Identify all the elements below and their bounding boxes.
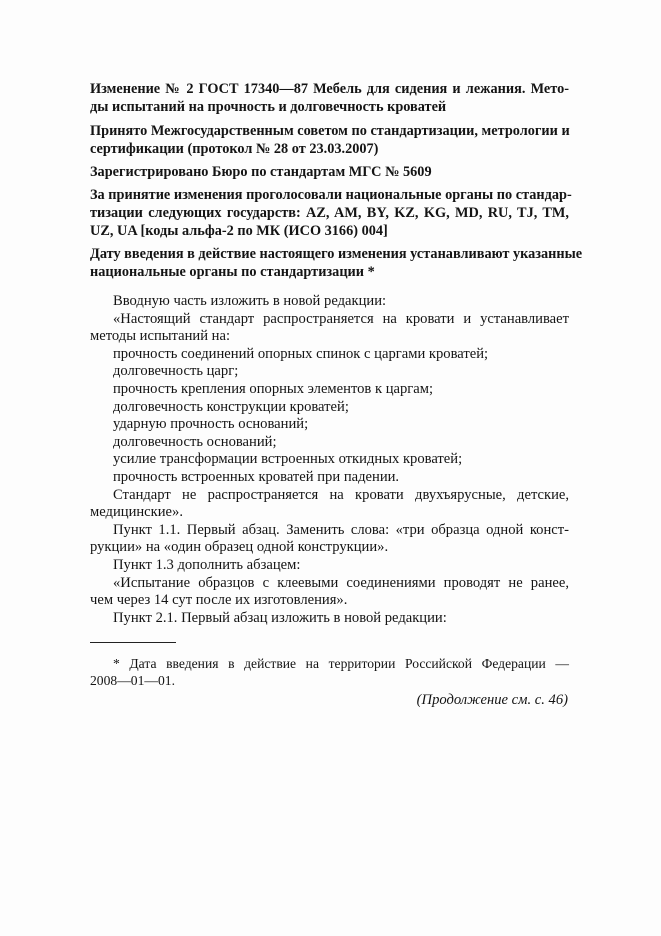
footnote-line-1: * Дата введения в действие на территории Российской Федерации — <box>113 656 569 671</box>
title-line-2: ды испытаний на прочность и долговечность кроватей <box>90 99 447 115</box>
body-line: долговечность царг; <box>113 363 239 380</box>
body-line: «Испытание образцов с клеевыми соединениями проводят не ранее, <box>113 574 569 591</box>
body-line: Вводную часть изложить в новой редакции: <box>113 293 387 309</box>
body-line: прочность крепления опорных элементов к царгам; <box>113 380 434 397</box>
footnote-divider <box>90 642 176 643</box>
body-line: медицинские». <box>90 504 183 521</box>
body-line: Пункт 2.1. Первый абзац изложить в новой редакции: <box>113 609 447 626</box>
amendment-title <box>90 80 569 116</box>
footnote <box>90 655 569 689</box>
voted-line-2: тизации следующих государств: AZ, AM, BY, KZ, KG, MD, RU, TJ, TM, <box>90 205 569 221</box>
voted-states <box>90 186 572 240</box>
voted-line-3: UZ, UA [коды альфа-2 по МК (ИСО 3166) 004] <box>90 223 388 239</box>
body-line: прочность встроенных кроватей при падении. <box>113 468 400 485</box>
registered <box>90 163 569 181</box>
body-line: Пункт 1.3 дополнить абзацем: <box>113 556 301 573</box>
introduction-date <box>90 245 583 281</box>
body-line: Стандарт не распространяется на кровати двухъярусные, детские, <box>113 486 569 503</box>
body-line: прочность соединений опорных спинок с царгами кроватей; <box>113 345 489 362</box>
body-line: долговечность оснований; <box>113 433 277 450</box>
body-line: чем через 14 сут после их изготовления». <box>90 592 348 609</box>
body-line: «Настоящий стандарт распространяется на кровати и устанавливает <box>113 310 569 327</box>
body-text <box>90 293 569 627</box>
body-line: усилие трансформации встроенных откидных кроватей; <box>113 451 463 468</box>
footnote-line-2: 2008—01—01. <box>90 673 175 688</box>
body-line: ударную прочность оснований; <box>113 416 309 433</box>
body-line: рукции» на «один образец одной конструкции». <box>90 539 389 556</box>
body-line: Пункт 1.1. Первый абзац. Заменить слова: «три образца одной конст- <box>113 521 569 538</box>
body-line: методы испытаний на: <box>90 328 231 345</box>
title-line-1: Изменение № 2 ГОСТ 17340—87 Мебель для сидения и лежания. Мето- <box>90 81 569 97</box>
body-line: долговечность конструкции кроватей; <box>113 398 349 415</box>
date-line-1: Дату введения в действие настоящего изменения устанавливают указанные <box>90 246 583 262</box>
voted-line-1: За принятие изменения проголосовали национальные органы по стандар- <box>90 187 572 203</box>
accepted-line-1: Принято Межгосударственным советом по стандартизации, метрологии и <box>90 123 570 139</box>
date-line-2: национальные органы по стандартизации * <box>90 264 375 280</box>
accepted-line-2: сертификации (протокол № 28 от 23.03.2007) <box>90 141 379 157</box>
registered-line: Зарегистрировано Бюро по стандартам МГС № 5609 <box>90 164 432 180</box>
accepted-by <box>90 122 569 158</box>
continuation-note: (Продолжение см. с. 46) <box>416 692 568 708</box>
